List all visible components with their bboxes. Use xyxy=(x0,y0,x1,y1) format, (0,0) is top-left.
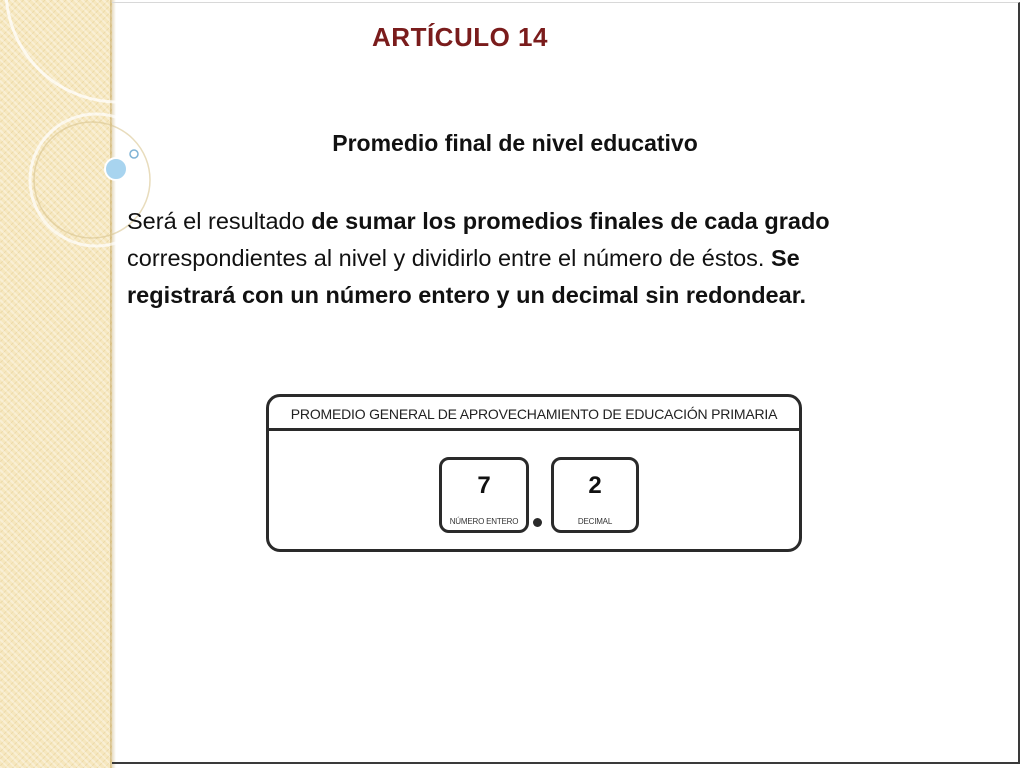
average-form-box xyxy=(266,394,802,552)
integer-caption: NÚMERO ENTERO xyxy=(449,517,519,526)
paragraph-bold-2: Se registrará con un número entero y un decimal sin redondear. xyxy=(127,245,807,308)
decimal-caption: DECIMAL xyxy=(577,517,613,526)
paragraph-text-2: correspondientes al nivel y dividirlo entre el número de éstos. xyxy=(127,245,771,271)
paragraph-text-1: Será el resultado xyxy=(127,208,312,234)
section-subtitle: Promedio final de nivel educativo xyxy=(332,130,698,156)
body-paragraph xyxy=(127,203,907,314)
decimal-number-box xyxy=(551,457,639,533)
page-title: ARTÍCULO 14 xyxy=(372,22,548,52)
decimal-point xyxy=(533,518,542,527)
decimal-value: 2 xyxy=(588,472,602,499)
slide-frame xyxy=(112,2,1020,764)
integer-number-box xyxy=(439,457,529,533)
paragraph-bold-1: de sumar los promedios finales de cada grado xyxy=(311,208,830,234)
form-header: PROMEDIO GENERAL DE APROVECHAMIENTO DE EDUCACIÓN PRIMARIA xyxy=(269,397,799,431)
integer-value: 7 xyxy=(477,472,491,499)
